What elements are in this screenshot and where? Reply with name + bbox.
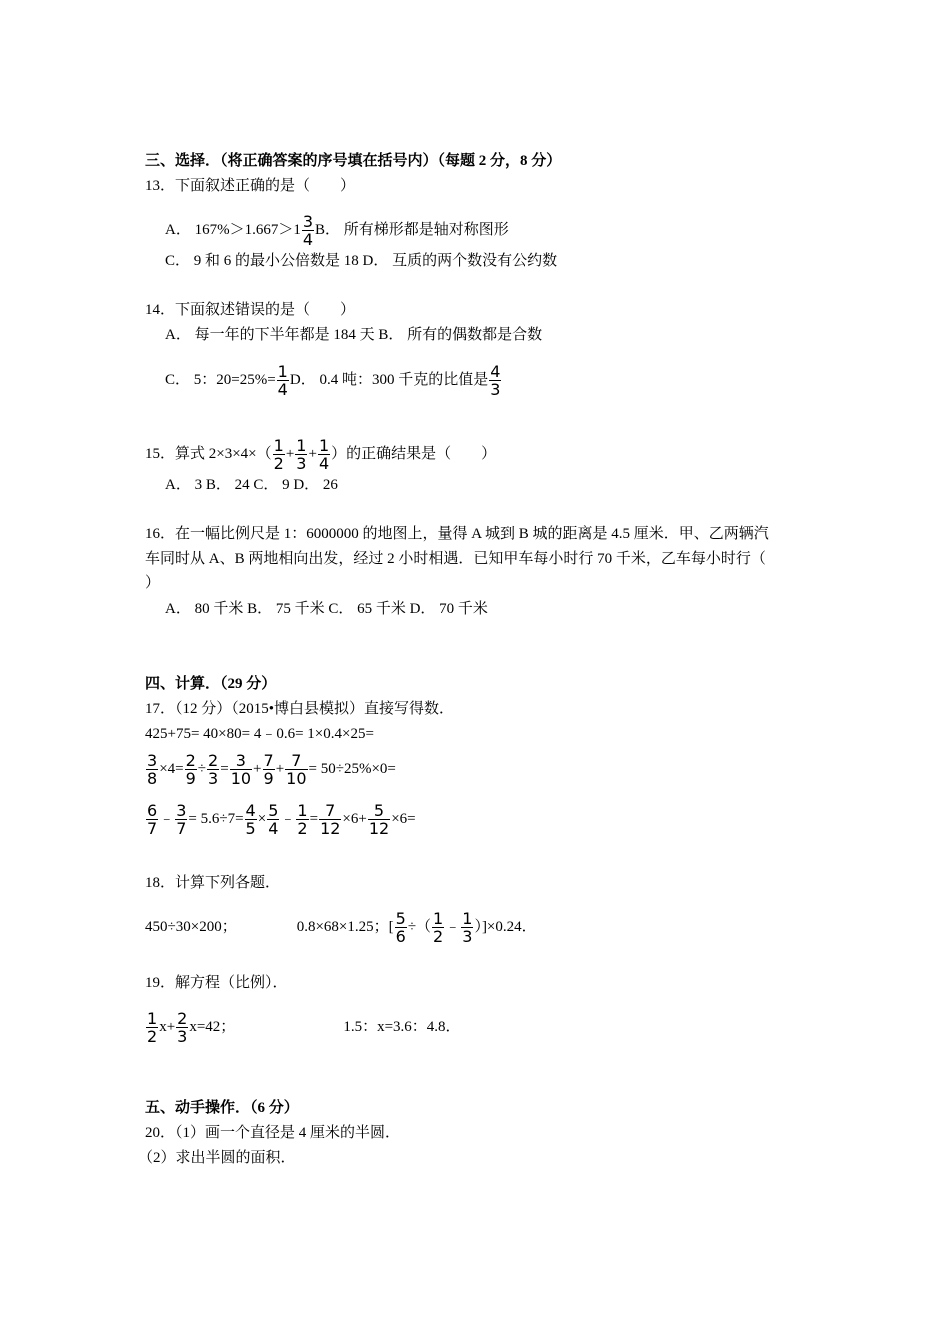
q15-plus-1: + (285, 445, 295, 462)
q18-expr-2: 0.8×68×1.25；[ (296, 918, 394, 935)
q17-r3-text-5: = (309, 810, 319, 827)
q18-text-3: ）]×0.24． (474, 918, 537, 935)
q14-fraction-1: $\frac{1}{4}$ (277, 362, 288, 399)
q18-fraction-3: $\frac{1}{3}$ (462, 909, 473, 946)
q17-r3-text-4: ﹣ (280, 810, 296, 827)
q17-r3-fraction-1: $\frac{6}{7}$ (147, 801, 158, 838)
q15-options: A． 3 B． 24 C． 9 D． 26 (165, 477, 338, 493)
q17-r3-fraction-2: $\frac{3}{7}$ (176, 801, 187, 838)
section-4-title: 四、计算．（29 分） (145, 676, 277, 692)
q19-text-1: x+ (159, 1018, 176, 1035)
q16-line-2: 车同时从 A、B 两地相向出发，经过 2 小时相遇．已知甲车每小时行 70 千米，乙车每小时行（ (145, 551, 766, 567)
q15-stem-pre: 15．算式 2×3×4×（ (145, 445, 272, 462)
q17-row-3 (145, 802, 416, 837)
q13-a-text: A． 167%＞1.667＞1 (165, 221, 301, 238)
q19-fraction-2: $\frac{2}{3}$ (177, 1009, 188, 1046)
q17-r2-text-3: = (220, 760, 229, 777)
q15-plus-2: + (308, 445, 317, 462)
q13-options-ab (165, 213, 509, 248)
q13-fraction: $\frac{3}{4}$ (302, 212, 314, 249)
q13-b-text: B． 所有梯形都是轴对称图形 (315, 221, 509, 238)
q17-r2-fraction-1: $\frac{3}{8}$ (147, 751, 158, 788)
q14-stem: 14．下面叙述错误的是（ ） (145, 302, 356, 318)
q17-r3-fraction-4: $\frac{5}{4}$ (268, 801, 279, 838)
q15-stem-post: ）的正确结果是（ ） (331, 445, 497, 462)
q14-d-text: D． 0.4 吨：300 千克的比值是 (289, 371, 489, 388)
q15-fraction-1: $\frac{1}{2}$ (273, 436, 284, 473)
q17-r2-fraction-3: $\frac{2}{3}$ (208, 751, 219, 788)
q19-exprs (145, 1010, 461, 1045)
q17-r3-fraction-6: $\frac{7}{12}$ (320, 801, 341, 838)
section-5-title: 五、动手操作．（6 分） (145, 1100, 299, 1116)
q17-r2-fraction-5: $\frac{7}{9}$ (263, 751, 274, 788)
q17-stem: 17．（12 分）（2015•博白县模拟）直接写得数． (145, 701, 455, 717)
q17-r2-fraction-2: $\frac{2}{9}$ (185, 751, 196, 788)
q17-r2-text-2: ÷ (197, 760, 207, 777)
q17-r3-text-2: = 5.6÷7= (188, 810, 244, 827)
q18-exprs (145, 910, 537, 945)
q16-line-3: ） (145, 575, 161, 591)
q15-fraction-3: $\frac{1}{4}$ (318, 436, 330, 473)
q14-c-text: C． 5：20=25%= (165, 371, 276, 388)
q17-row-1: 425+75= 40×80= 4﹣0.6= 1×0.4×25= (145, 726, 374, 742)
q18-stem: 18．计算下列各题． (145, 875, 281, 891)
q18-text-2: ﹣ (445, 918, 461, 935)
q19-text-2: x=42； (189, 1018, 236, 1035)
q17-r2-fraction-4: $\frac{3}{10}$ (230, 751, 252, 788)
q17-r2-text-5: + (275, 760, 285, 777)
q19-fraction-1: $\frac{1}{2}$ (147, 1009, 158, 1046)
q16-line-1: 16．在一幅比例尺是 1：6000000 的地图上，量得 A 城到 B 城的距离是 4.5 厘米．甲、乙两辆汽 (145, 526, 769, 542)
q18-fraction-1: $\frac{5}{6}$ (395, 909, 406, 946)
q16-options: A． 80 千米 B． 75 千米 C． 65 千米 D． 70 千米 (165, 601, 488, 617)
q14-fraction-2: $\frac{4}{3}$ (490, 362, 501, 399)
q17-r2-text-4: + (253, 760, 262, 777)
q17-r3-text-7: ×6= (391, 810, 416, 827)
q20-part-1: 20．（1）画一个直径是 4 厘米的半圆． (145, 1125, 401, 1141)
q18-fraction-2: $\frac{1}{2}$ (433, 909, 444, 946)
q14-options-ab: A． 每一年的下半年都是 184 天 B． 所有的偶数都是合数 (165, 327, 543, 343)
q17-row-2 (145, 752, 396, 787)
q17-r3-fraction-7: $\frac{5}{12}$ (368, 801, 390, 838)
q17-r3-text-6: ×6+ (342, 810, 367, 827)
q15-fraction-2: $\frac{1}{3}$ (296, 436, 307, 473)
q18-expr-1: 450÷30×200； (145, 918, 237, 935)
q19-stem: 19．解方程（比例）． (145, 975, 288, 991)
q17-r3-fraction-3: $\frac{4}{5}$ (245, 801, 256, 838)
q14-options-cd (165, 363, 502, 398)
q17-r2-text-1: ×4= (159, 760, 184, 777)
section-3-title: 三、选择．（将正确答案的序号填在括号内）（每题 2 分，8 分） (145, 153, 562, 169)
q18-text-1: ÷（ (407, 918, 432, 935)
q17-r3-text-1: ﹣ (159, 810, 175, 827)
q17-r3-text-3: × (257, 810, 267, 827)
q13-options-cd: C． 9 和 6 的最小公倍数是 18 D． 互质的两个数没有公约数 (165, 253, 558, 269)
q20-part-2: （2）求出半圆的面积． (138, 1150, 296, 1166)
q19-expr-2: 1.5：x=3.6：4.8． (343, 1018, 461, 1035)
q17-r2-text-6: = 50÷25%×0= (308, 760, 396, 777)
q15-stem (145, 437, 496, 472)
q17-r3-fraction-5: $\frac{1}{2}$ (297, 801, 308, 838)
q17-r2-fraction-6: $\frac{7}{10}$ (286, 751, 307, 788)
q13-stem: 13．下面叙述正确的是（ ） (145, 178, 356, 194)
